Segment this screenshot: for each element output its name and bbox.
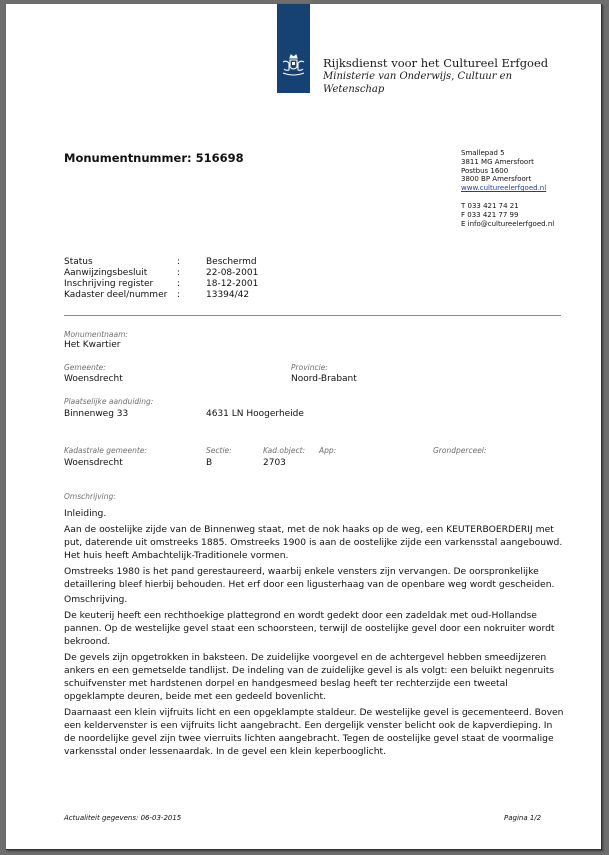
email: E info@cultureelerfgoed.nl [461,219,555,228]
postcode-value: 4631 LN Hoogerheide [206,409,304,419]
postbus-city: 3800 BP Amersfoort [461,175,532,184]
document-page [6,4,602,850]
app-label: App: [319,446,337,455]
ministry-line-2: Wetenschap [323,84,385,95]
status-label: Inschrijving register [64,279,154,289]
status-label: Aanwijzingsbesluit [64,268,148,278]
colon: : [177,290,181,300]
description-paragraph: Aan de oostelijke zijde van de Binnenweg staat, met de nok haaks op de weg, een KEUTERBOERDERIJ met put, daterende uit omstreeks 1885. Omstreeks 1900 is aan de oostelijke zijde een varkensstal aangebouwd. Het huis heeft Ambachtelijk-Traditionele vormen. [64,523,563,561]
website-link[interactable]: www.cultureelerfgoed.nl [461,184,547,193]
monument-number: Monumentnummer: 516698 [64,151,244,165]
contact-block [461,149,554,228]
colon: : [177,257,181,267]
kadastrale-gemeente-value: Woensdrecht [64,458,123,468]
monumentnaam-label: Monumentnaam: [64,330,128,339]
postcode-city: 3811 MG Amersfoort [461,157,534,166]
status-label: Status [64,257,93,267]
status-label: Kadaster deel/nummer [64,290,168,300]
actualiteit-gegevens: Actualiteit gegevens: 06-03-2015 [64,814,182,822]
logo-bar [277,4,310,93]
gemeente-value: Woensdrecht [64,374,123,384]
sectie-value: B [206,458,213,468]
grondperceel-label: Grondperceel: [433,446,487,455]
status-value: Beschermd [206,257,257,267]
adres-value: Binnenweg 33 [64,409,129,419]
description-text [64,507,564,761]
sectie-label: Sectie: [206,446,232,455]
colon: : [177,279,181,289]
fax: F 033 421 77 99 [461,210,519,219]
description-paragraph: Daarnaast een klein vijfruits licht en een opgeklampte staldeur. De westelijke gevel is gecementeerd. Boven een keldervenster is een vijfruits licht aangebracht. Een dergelijk venster belicht ook de kapverdieping. In de noordelijke gevel zijn twee vierruits lichten aangebracht. Tegen de oostelijke gevel staat de voormalige varkensstal onder lessenaardak. In de gevel een klein keperbooglicht. [64,706,564,758]
kad-object-value: 2703 [263,458,286,468]
ministry-line-1: Ministerie van Onderwijs, Cultuur en [323,71,513,82]
omschrijving-label: Omschrijving: [64,492,116,501]
description-paragraph: Omschrijving. [64,594,128,606]
gemeente-label: Gemeente: [64,363,106,372]
monumentnaam-value: Het Kwartier [64,340,121,350]
organisation-header [323,56,548,96]
page-number: Pagina 1/2 [504,814,542,822]
provincie-value: Noord-Brabant [291,374,357,384]
organisation-name: Rijksdienst voor het Cultureel Erfgoed [323,56,549,70]
plaatselijke-aanduiding-label: Plaatselijke aanduiding: [64,397,154,406]
status-value: 18-12-2001 [206,279,259,289]
colon: : [177,268,181,278]
postbus: Postbus 1600 [461,166,509,175]
description-paragraph: Omstreeks 1980 is het pand gerestaureerd, waarbij enkele vensters zijn vervangen. De oorspronkelijke detaillering bleef hierbij behouden. Het erf door een ligusterhaag van de openbare weg wordt gescheiden. [64,565,555,590]
description-paragraph: Inleiding. [64,508,107,519]
description-paragraph: De gevels zijn opgetrokken in baksteen. De zuidelijke voorgevel en de achtergevel hebben smeedijzeren ankers en een gemetselde tandlijst. De indeling van de zuidelijke gevel is als volgt: een beluikt negenruits schuifvenster met hardstenen dorpel en handgesmeed beslag heeft ter rechterzijde een tweetal opgeklampte deuren, beide met een gedeeld bovenlicht. [64,651,555,703]
provincie-label: Provincie: [291,363,328,372]
street: Smallepad 5 [461,149,505,157]
description-paragraph: De keuterij heeft een rechthoekige plattegrond en wordt gedekt door een zadeldak met oud-Hollandse pannen. Op de westelijke gevel staat een schoorsteen, terwijl de oostelijke gevel door een nokruiter wordt bekroond. [64,610,555,648]
phone: T 033 421 74 21 [461,201,519,210]
status-value: 22-08-2001 [206,268,259,278]
kad-object-label: Kad.object: [263,446,306,455]
status-value: 13394/42 [206,290,250,300]
kadastrale-gemeente-label: Kadastrale gemeente: [64,446,147,455]
royal-coat-of-arms-icon [280,52,307,79]
divider [64,315,561,316]
